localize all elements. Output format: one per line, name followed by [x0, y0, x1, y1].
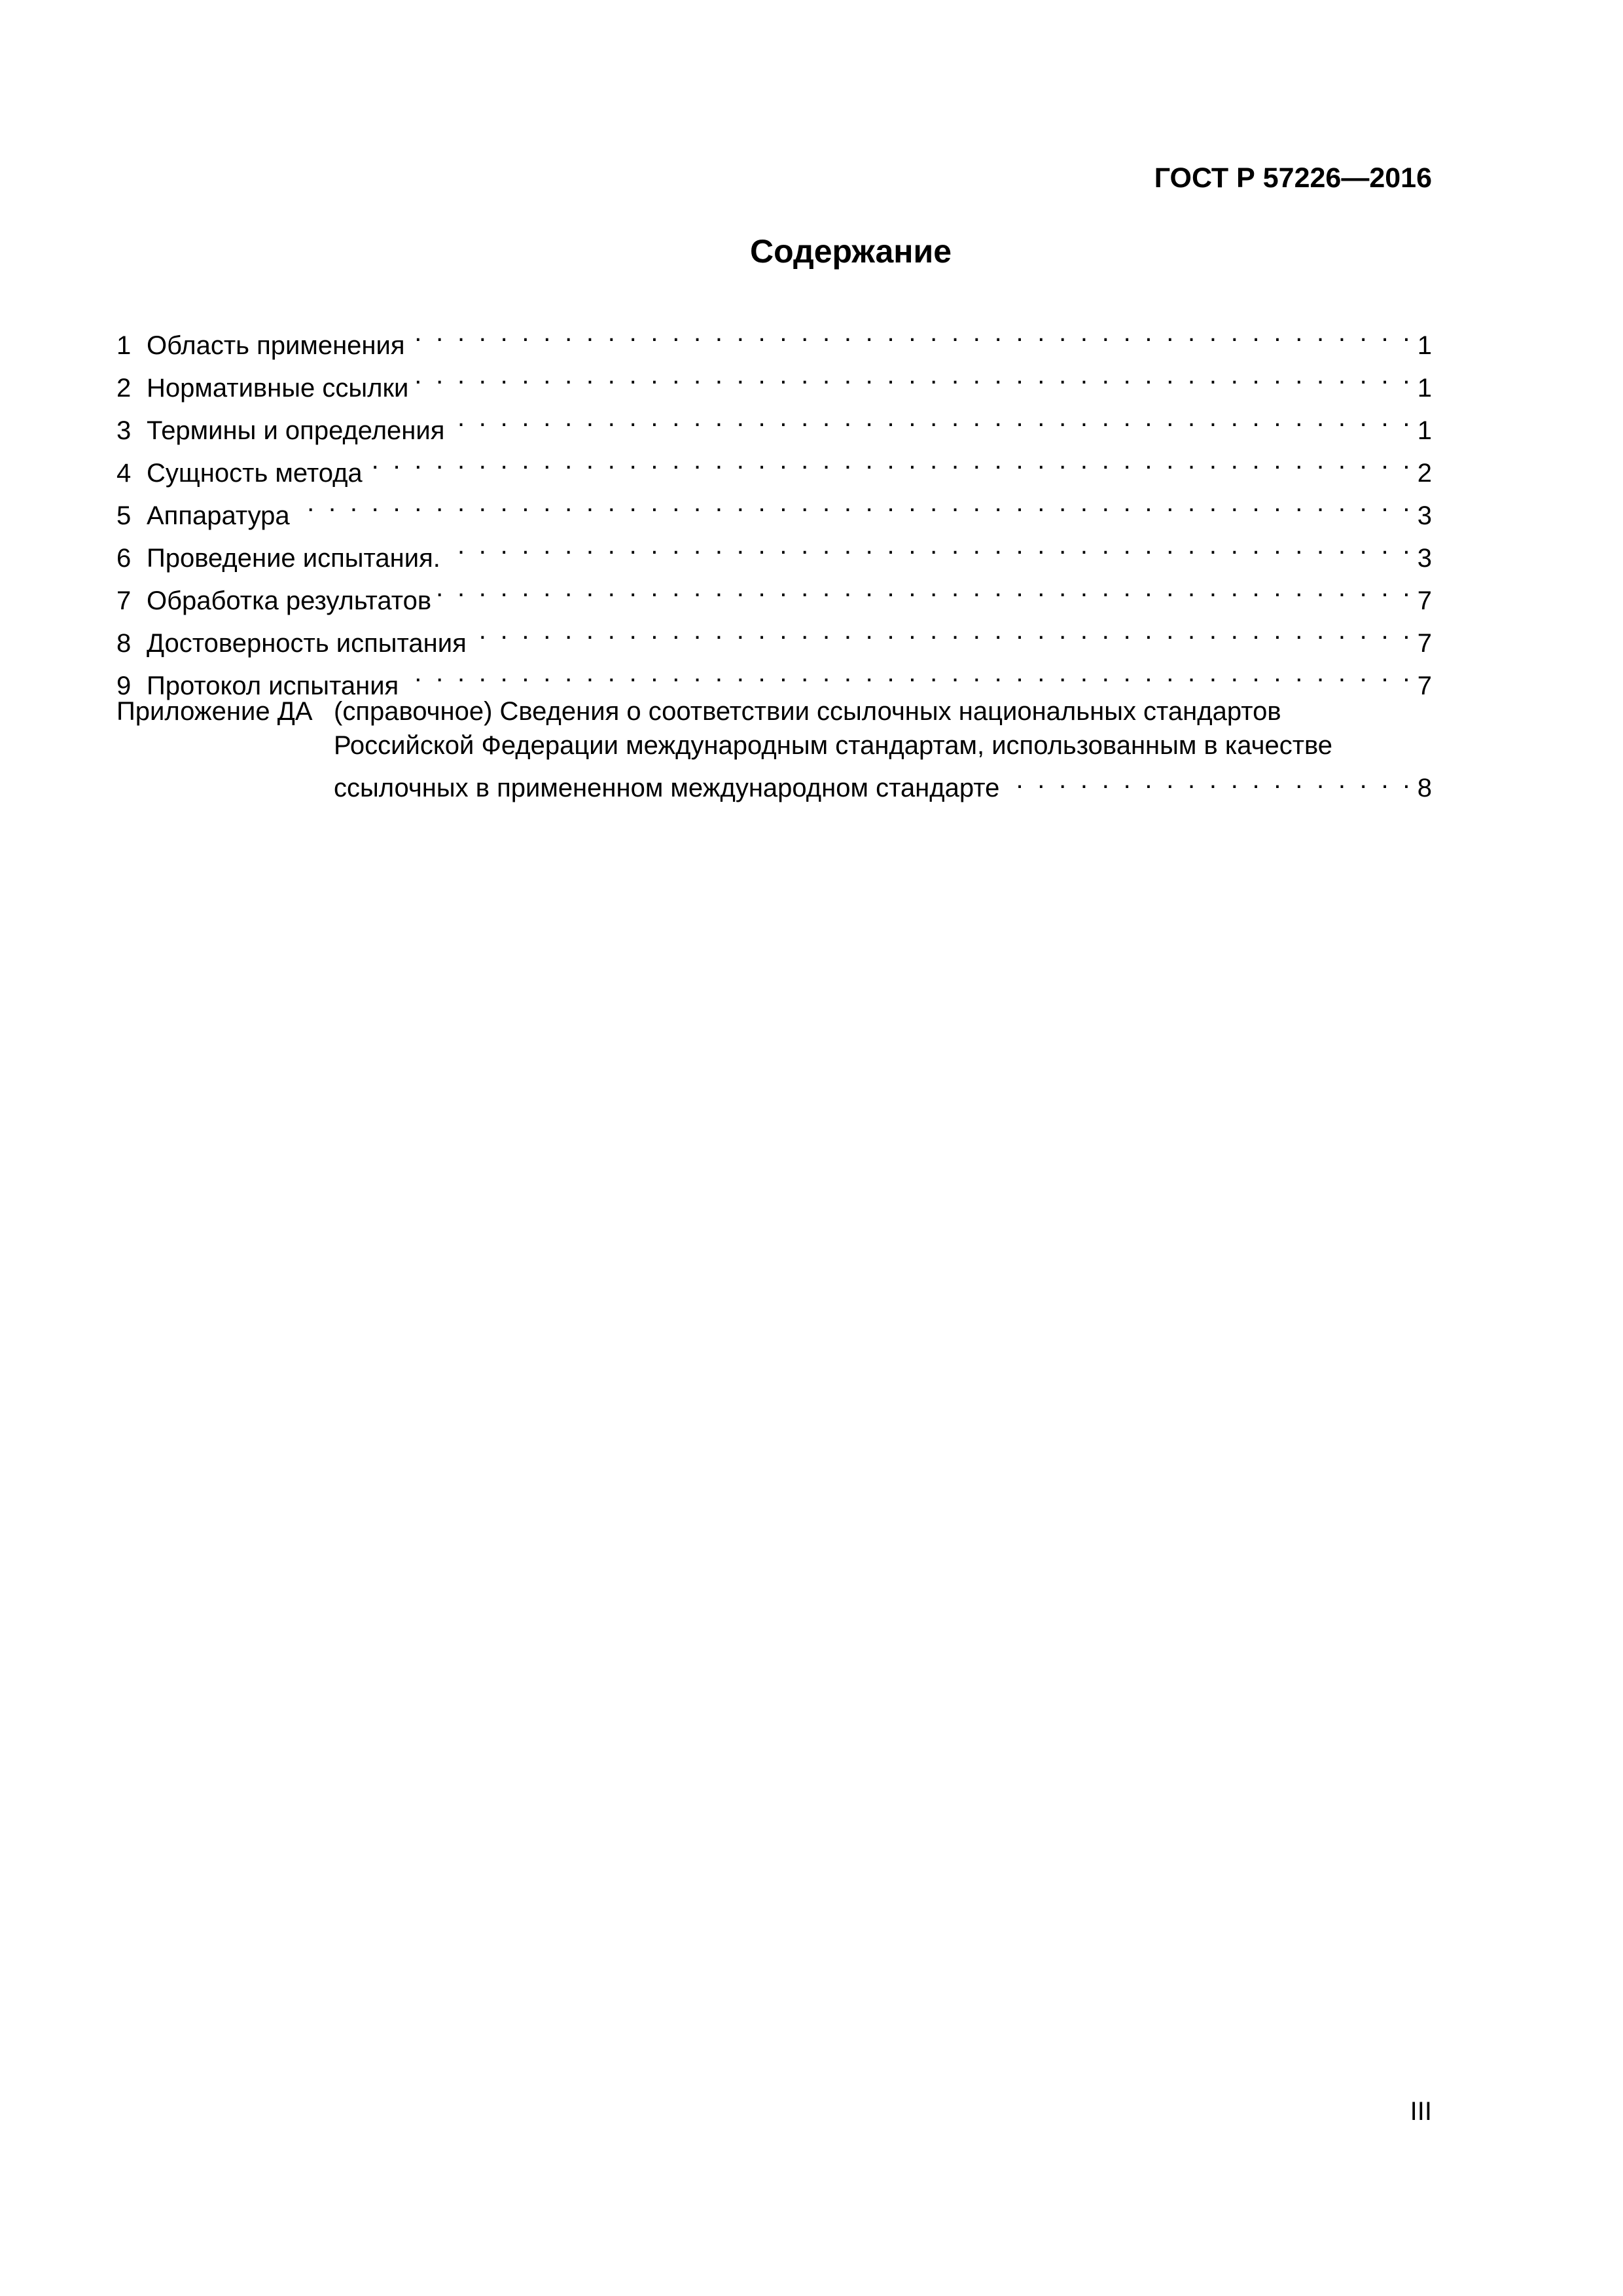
toc-leader-dots — [444, 524, 1414, 567]
toc-item-title: Аппаратура — [147, 501, 290, 530]
toc-leader-dots — [366, 439, 1414, 482]
appendix-label: Приложение ДА — [116, 697, 313, 726]
toc-item-page: 7 — [1417, 672, 1432, 700]
toc-item-title: Сущность метода — [147, 459, 363, 488]
toc-item-page: 3 — [1417, 544, 1432, 573]
toc-item-title: Проведение испытания. — [147, 544, 440, 573]
toc-item-5[interactable] — [116, 482, 1432, 530]
appendix-line-2: Российской Федерации международным стандартам, использованным в качестве — [334, 731, 1333, 760]
toc-item-number: 2 — [116, 374, 132, 403]
toc-item-6[interactable] — [116, 524, 1432, 573]
toc-leader-dots — [412, 354, 1413, 397]
toc-item-page: 2 — [1417, 459, 1432, 488]
toc-item-appendix[interactable] — [116, 694, 1432, 802]
toc-leader-dots — [471, 609, 1414, 652]
toc-item-number: 7 — [116, 586, 132, 615]
toc-item-page: 8 — [1417, 774, 1432, 802]
toc-leader-dots — [1003, 762, 1413, 797]
toc-item-page: 1 — [1417, 416, 1432, 445]
toc-item-page: 3 — [1417, 501, 1432, 530]
page-number: III — [1410, 2097, 1432, 2126]
appendix-body — [334, 694, 1432, 802]
appendix-line-3: ссылочных в примененном международном стандарте — [334, 774, 1000, 802]
toc-item-title: Обработка результатов — [147, 586, 432, 615]
toc-leader-dots — [294, 482, 1414, 524]
appendix-line-3-row — [334, 762, 1432, 802]
toc-item-number: 1 — [116, 331, 132, 360]
toc-item-number: 6 — [116, 544, 132, 573]
toc-item-title: Нормативные ссылки — [147, 374, 409, 403]
toc-leader-dots — [448, 397, 1413, 439]
toc-item-page: 7 — [1417, 629, 1432, 658]
toc-item-page: 1 — [1417, 331, 1432, 360]
toc-item-title: Протокол испытания — [147, 672, 399, 700]
toc-leader-dots — [435, 567, 1414, 609]
toc-item-title: Область применения — [147, 331, 405, 360]
appendix-line-1: (справочное) Сведения о соответствии ссылочных национальных стандартов — [334, 697, 1281, 726]
toc-leader-dots — [409, 312, 1414, 354]
toc-item-page: 7 — [1417, 586, 1432, 615]
toc-leader-dots — [402, 652, 1414, 694]
toc-item-1[interactable] — [116, 312, 1432, 360]
toc-item-number: 3 — [116, 416, 132, 445]
page-title: Содержание — [749, 233, 952, 270]
toc-item-number: 5 — [116, 501, 132, 530]
toc-item-number: 8 — [116, 629, 132, 658]
table-of-contents — [116, 312, 1432, 802]
document-code: ГОСТ Р 57226—2016 — [1154, 162, 1432, 194]
toc-item-number: 9 — [116, 672, 132, 700]
toc-item-title: Достоверность испытания — [147, 629, 467, 658]
toc-item-page: 1 — [1417, 374, 1432, 403]
toc-item-title: Термины и определения — [147, 416, 445, 445]
toc-item-number: 4 — [116, 459, 132, 488]
